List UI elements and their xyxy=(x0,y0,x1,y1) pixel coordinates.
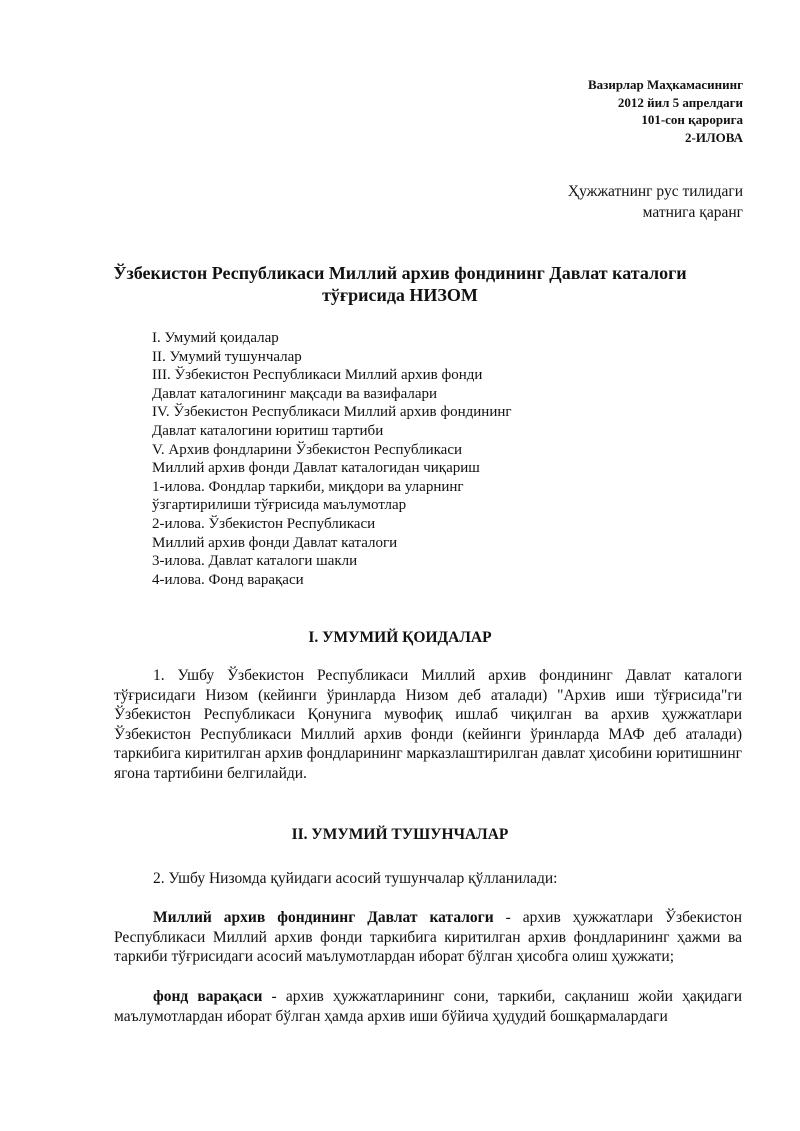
definition-term: Миллий архив фондининг Давлат каталоги xyxy=(153,909,494,926)
title-line: Ўзбекистон Республикаси Миллий архив фондининг Давлат каталоги xyxy=(113,263,687,283)
translation-note xyxy=(568,182,743,223)
toc-item: 2-илова. Ўзбекистон Республикаси xyxy=(152,515,376,532)
note-line: матнига қаранг xyxy=(642,203,743,221)
table-of-contents xyxy=(152,329,512,589)
toc-item: ўзгартирилиши тўғрисида маълумотлар xyxy=(152,497,407,514)
definition-term: фонд варақаси xyxy=(153,988,263,1005)
section-heading: II. УМУМИЙ ТУШУНЧАЛАР xyxy=(291,826,509,843)
toc-item: Миллий архив фонди Давлат каталоги xyxy=(152,534,398,551)
toc-item: 4-илова. Фонд варақаси xyxy=(152,571,304,588)
annex-line: 2012 йил 5 апрелдаги xyxy=(617,94,743,110)
toc-item: I. Умумий қоидалар xyxy=(152,330,279,346)
annex-label: 2-ИЛОВА xyxy=(685,129,743,145)
definition-text: - архив ҳужжатлари Ўзбекистон Республикаси Миллий архив фонди таркибига киритилган архив фондларининг ҳажми ва таркиби тўғрисидаги асосий маълумотлардан иборат бўлган ҳисобга олиш ҳужжати; xyxy=(114,909,742,966)
definition-paragraph xyxy=(114,987,742,1026)
annex-line: 101-сон қарорига xyxy=(641,112,743,127)
definition-text: - архив ҳужжатларининг сони, таркиби, сақланиш жойи ҳақидаги маълумотлардан иборат бўлган ҳамда архив иши бўйича ҳудудий бошқармалардаги xyxy=(114,988,742,1025)
document-title xyxy=(100,262,700,306)
annex-line: Вазирлар Маҳкамасининг xyxy=(587,77,743,92)
toc-item: IV. Ўзбекистон Республикаси Миллий архив фондининг xyxy=(152,404,512,421)
paragraph xyxy=(114,666,742,784)
toc-item: II. Умумий тушунчалар xyxy=(152,348,302,365)
definition-paragraph xyxy=(114,908,742,967)
toc-item: Миллий архив фонди Давлат каталогидан чиқариш xyxy=(152,460,480,477)
toc-item: III. Ўзбекистон Республикаси Миллий архив фонди xyxy=(152,367,483,384)
annex-block xyxy=(588,76,743,146)
paragraph-text: 1. Ушбу Ўзбекистон Республикаси Миллий архив фондининг Давлат каталоги тўғрисидаги Низом (кейинги ўринларда Низом деб аталади) "Архив иши тўғрисида"ги Ўзбекистон Республикаси Қонунига мувофиқ ишлаб чиқилган ва архив ҳужжатлари Ўзбекистон Республикаси Миллий архив фонди (кейинги ўринларда МАФ деб аталади) таркибига киритилган архив фондларининг марказлаштирилган давлат ҳисобини юритишнинг ягона тартибини белгилайди. xyxy=(114,667,742,782)
paragraph-text: 2. Ушбу Низомда қуйидаги асосий тушунчалар қўлланилади: xyxy=(153,870,558,887)
note-line: Ҳужжатнинг рус тилидаги xyxy=(567,183,743,200)
paragraph xyxy=(114,869,742,889)
toc-item: Давлат каталогининг мақсади ва вазифалари xyxy=(152,385,438,402)
title-line: тўғрисида НИЗОМ xyxy=(322,285,478,305)
toc-item: V. Архив фондларини Ўзбекистон Республикаси xyxy=(152,441,463,458)
section-heading: I. УМУМИЙ ҚОИДАЛАР xyxy=(308,629,492,646)
toc-item: 1-илова. Фондлар таркиби, миқдори ва уларнинг xyxy=(152,478,464,495)
toc-item: 3-илова. Давлат каталоги шакли xyxy=(152,553,358,570)
toc-item: Давлат каталогини юритиш тартиби xyxy=(152,422,384,439)
